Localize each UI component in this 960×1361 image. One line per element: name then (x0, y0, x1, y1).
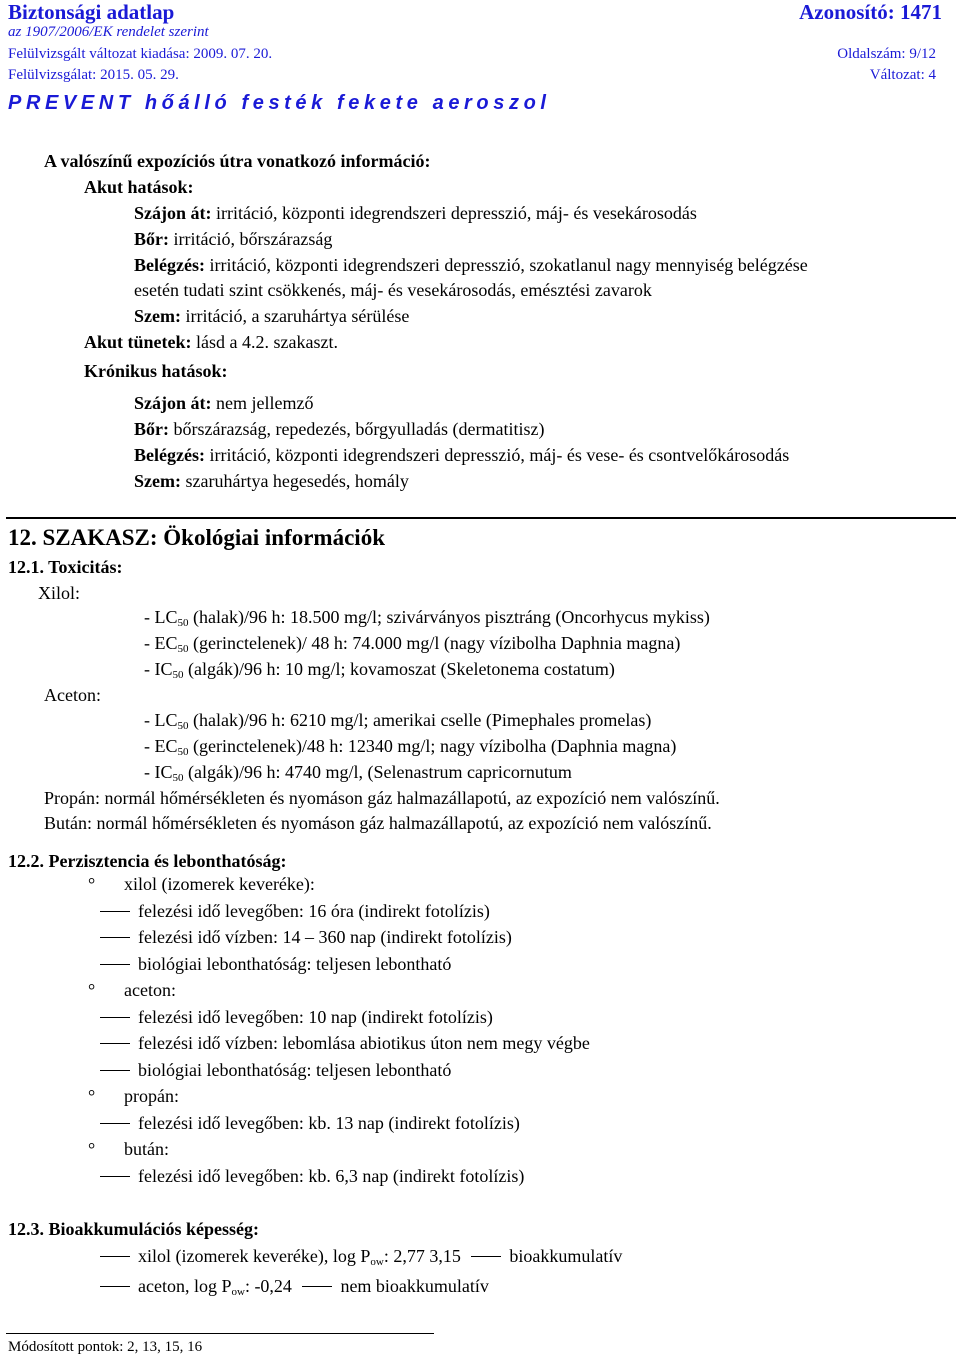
product-name: PREVENT hőálló festék fekete aeroszol (8, 92, 551, 114)
acute-text: irritáció, bőrszárazság (173, 229, 333, 249)
acute-symptoms-label: Akut tünetek: (84, 332, 192, 352)
exposure-heading: A valószínű expozíciós útra vonatkozó információ: (44, 151, 431, 171)
tox-param: - EC (144, 736, 178, 756)
persistence-item (100, 1112, 520, 1134)
bio-text: xilol (izomerek keveréke), log P (138, 1246, 371, 1266)
toxicity-item (144, 632, 680, 654)
chronic-heading: Krónikus hatások: (84, 361, 228, 381)
bio-value: : -0,24 (244, 1276, 292, 1296)
aceton-label: Aceton: (44, 685, 101, 705)
tox-text: (algák)/96 h: 4740 mg/l, (Selenastrum capricornutum (183, 762, 572, 782)
dash-marker (100, 1256, 130, 1257)
tox-text: (algák)/96 h: 10 mg/l; kovamoszat (Skeletonema costatum) (183, 659, 615, 679)
substance-item (88, 1085, 179, 1107)
degree-marker: ° (88, 1086, 96, 1106)
dash-marker (302, 1286, 332, 1287)
tox-sub: 50 (177, 617, 189, 629)
persistence-text: felezési idő levegőben: 10 nap (indirekt fotolízis) (138, 1006, 493, 1027)
dash-marker (100, 964, 130, 965)
tox-param: - IC (144, 659, 173, 679)
document-title: Biztonsági adatlap (8, 0, 175, 24)
section-divider (6, 517, 956, 519)
substance-item (88, 979, 176, 1001)
persistence-text: felezési idő vízben: 14 – 360 nap (indirekt fotolízis) (138, 927, 512, 947)
bio-value: : 2,77 3,15 (383, 1246, 461, 1266)
dash-marker (100, 937, 130, 938)
tox-param: - EC (144, 633, 178, 653)
tox-sub: 50 (177, 746, 189, 758)
xilol-label: Xilol: (38, 583, 81, 603)
chronic-item (134, 470, 409, 492)
persistence-item (100, 926, 512, 948)
dash-marker (471, 1256, 501, 1257)
acute-heading: Akut hatások: (84, 177, 194, 197)
chronic-item (134, 444, 789, 466)
acute-text: irritáció, a szaruhártya sérülése (185, 306, 410, 326)
acute-label: Szem: (134, 306, 181, 326)
toxicity-item (144, 658, 615, 680)
acute-text: irritáció, központi idegrendszeri depresszió, máj- és vesekárosodás (216, 203, 697, 223)
dash-marker (100, 1176, 130, 1177)
degree-marker: ° (88, 874, 96, 894)
persistence-item (100, 900, 490, 922)
tox-param: - LC (144, 607, 178, 627)
tox-sub: 50 (172, 669, 184, 681)
tox-text: (halak)/96 h: 18.500 mg/l; szivárványos pisztráng (Oncorhycus mykiss) (188, 607, 710, 627)
persistence-text: felezési idő levegőben: 16 óra (indirekt fotolízis) (138, 900, 490, 921)
acute-text: irritáció, központi idegrendszeri depresszió, szokatlanul nagy mennyiség belégzése (209, 255, 808, 275)
degree-marker: ° (88, 1139, 96, 1159)
persistence-item (100, 1059, 451, 1081)
persistence-text: felezési idő levegőben: kb. 13 nap (indirekt fotolízis) (138, 1112, 520, 1133)
dash-marker (100, 1043, 130, 1044)
chronic-text: szaruhártya hegesedés, homály (185, 471, 409, 491)
persistence-item (100, 1032, 590, 1054)
dash-marker (100, 911, 130, 912)
acute-symptoms-text: lásd a 4.2. szakaszt. (196, 332, 338, 352)
tox-sub: 50 (177, 643, 189, 655)
footer-divider (6, 1333, 434, 1334)
persistence-item (100, 1006, 493, 1028)
acute-symptoms (84, 331, 338, 353)
acute-item (134, 254, 808, 276)
persistence-text: bután: (124, 1139, 169, 1159)
tox-sub: 50 (172, 772, 184, 784)
section-12-title: 12. SZAKASZ: Ökológiai információk (8, 525, 385, 550)
tox-sub: 50 (177, 720, 189, 732)
persistence-heading: 12.2. Perzisztencia és lebonthatóság: (8, 851, 287, 871)
tox-text: (gerinctelenek)/48 h: 12340 mg/l; nagy vízibolha (Daphnia magna) (188, 736, 677, 756)
acute-item (134, 202, 697, 224)
version: Változat: 4 (869, 67, 936, 83)
persistence-text: felezési idő vízben: lebomlása abiotikus úton nem megy végbe (138, 1033, 590, 1053)
butan-note: Bután: normál hőmérsékleten és nyomáson gáz halmazállapotú, az expozíció nem valószínű. (44, 813, 712, 833)
chronic-label: Szájon át: (134, 393, 212, 413)
substance-item (88, 1138, 169, 1160)
persistence-text: felezési idő levegőben: kb. 6,3 nap (indirekt fotolízis) (138, 1165, 525, 1186)
bio-text: aceton, log P (138, 1276, 232, 1296)
chronic-label: Szem: (134, 471, 181, 491)
bio-item (100, 1275, 489, 1297)
tox-text: (halak)/96 h: 6210 mg/l; amerikai cselle (Pimephales promelas) (188, 710, 652, 730)
tox-param: - LC (144, 710, 178, 730)
regulation-subtitle: az 1907/2006/EK rendelet szerint (8, 24, 209, 40)
persistence-text: biológiai lebonthatóság: teljesen lebontható (138, 1059, 452, 1080)
acute-item-continued (134, 279, 652, 301)
persistence-item (100, 1165, 524, 1187)
tox-text: (gerinctelenek)/ 48 h: 74.000 mg/l (nagy vízibolha Daphnia magna) (188, 633, 681, 653)
bio-sub: ow (231, 1286, 245, 1298)
dash-marker (100, 1017, 130, 1018)
chronic-label: Belégzés: (134, 445, 205, 465)
bio-result: bioakkumulatív (509, 1246, 623, 1266)
modified-points-footer: Módosított pontok: 2, 13, 15, 16 (8, 1339, 203, 1355)
toxicity-item (144, 709, 651, 731)
acute-label: Bőr: (134, 229, 169, 249)
toxicity-item (144, 761, 572, 783)
chronic-text: irritáció, központi idegrendszeri depresszió, máj- és vese- és csontvelőkárosodás (209, 445, 790, 465)
bio-item (100, 1245, 622, 1267)
persistence-text: xilol (izomerek keveréke): (124, 874, 315, 894)
persistence-item (100, 953, 451, 975)
revision-issue: Felülvizsgált változat kiadása: 2009. 07. 20. (8, 46, 273, 62)
revision-date: Felülvizsgálat: 2015. 05. 29. (8, 67, 179, 83)
page-number: Oldalszám: 9/12 (837, 46, 936, 62)
acute-label: Szájon át: (134, 203, 212, 223)
chronic-item (134, 418, 545, 440)
acute-item (134, 305, 409, 327)
acute-label: Belégzés: (134, 255, 205, 275)
chronic-item (134, 392, 313, 414)
toxicity-heading: 12.1. Toxicitás: (8, 557, 123, 577)
persistence-text: propán: (124, 1086, 179, 1106)
dash-marker (100, 1123, 130, 1124)
chronic-label: Bőr: (134, 419, 169, 439)
dash-marker (100, 1286, 130, 1287)
toxicity-item (144, 606, 710, 628)
persistence-text: aceton: (124, 980, 176, 1000)
propan-note: Propán: normál hőmérsékleten és nyomáson gáz halmazállapotú, az expozíció nem valószínű. (44, 788, 720, 808)
document-identifier: Azonosító: 1471 (799, 0, 942, 24)
chronic-text: nem jellemző (216, 393, 314, 413)
tox-param: - IC (144, 762, 173, 782)
acute-text: esetén tudati szint csökkenés, máj- és vesekárosodás, emésztési zavarok (134, 280, 652, 300)
acute-item (134, 228, 332, 250)
chronic-text: bőrszárazság, repedezés, bőrgyulladás (dermatitisz) (173, 419, 545, 439)
bio-result: nem bioakkumulatív (340, 1276, 489, 1296)
bioaccumulation-heading: 12.3. Bioakkumulációs képesség: (8, 1219, 260, 1239)
toxicity-item (144, 735, 676, 757)
persistence-text: biológiai lebonthatóság: teljesen lebontható (138, 953, 452, 974)
degree-marker: ° (88, 980, 96, 1000)
substance-item (88, 873, 315, 895)
bio-sub: ow (370, 1256, 384, 1268)
dash-marker (100, 1070, 130, 1071)
